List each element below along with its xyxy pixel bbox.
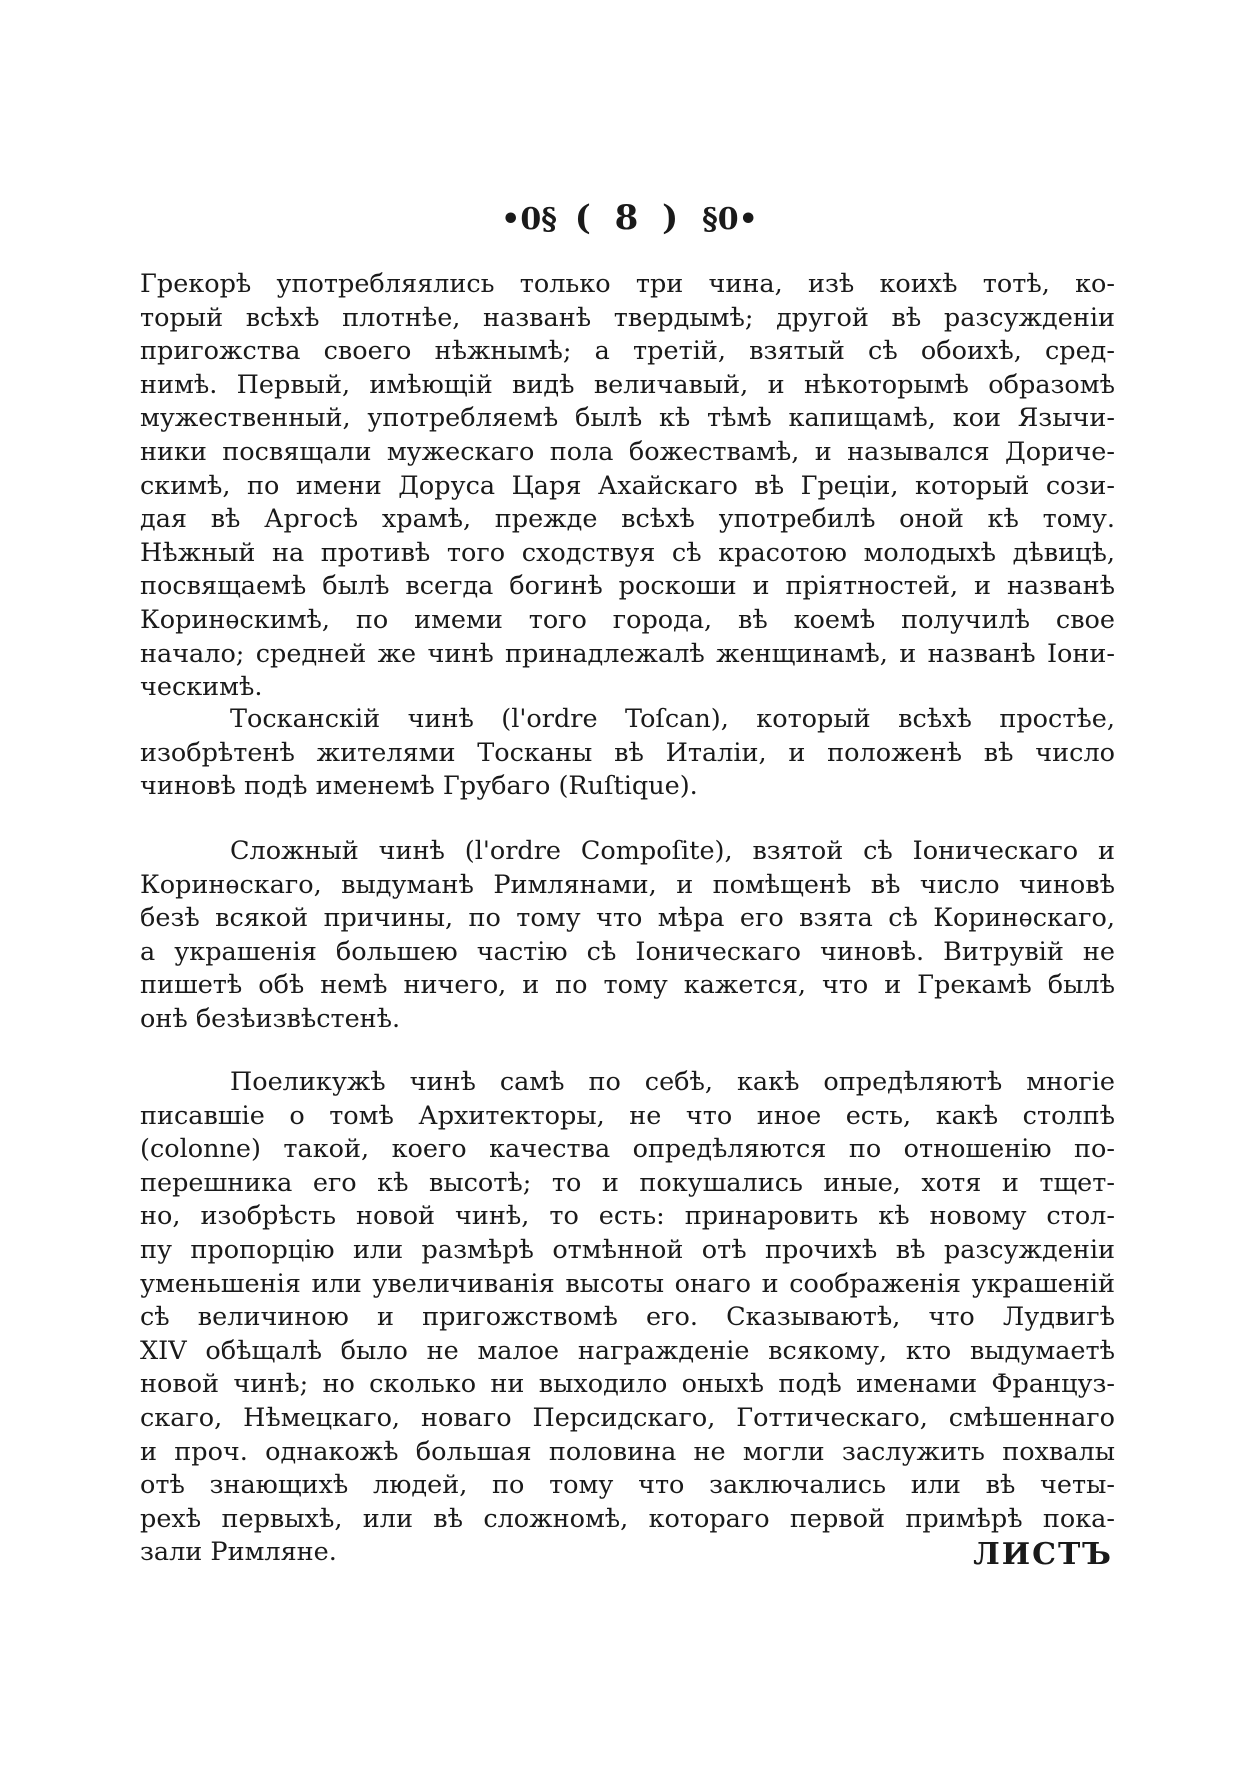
text-line: Тосканскій чинѣ (l'ordre Toſcan), который всѣхѣ простѣе, (230, 704, 1115, 734)
text-line: пишетѣ обѣ немѣ ничего, и по тому кажется, что и Грекамѣ былѣ (140, 970, 1115, 1001)
text-line: (colonne) такой, коего качества опредѣляются по отношенію по- (140, 1134, 1115, 1165)
ornament-right: §0• (702, 202, 758, 237)
text-line: чиновѣ подѣ именемѣ Грубаго (Ruſtique). (140, 771, 698, 802)
text-line: зали Римляне. (140, 1537, 337, 1568)
text-line: и проч. однакожѣ большая половина не могли заслужить похвалы (140, 1436, 1115, 1467)
text-line: Поеликужѣ чинѣ самѣ по себѣ, какѣ опредѣляютѣ многіе (230, 1067, 1115, 1097)
text-line: начало; средней же чинѣ принадлежалѣ женщинамѣ, и названѣ Іони- (140, 638, 1115, 669)
text-line: онѣ безѣизвѣстенѣ. (140, 1003, 401, 1034)
text-line: рехѣ первыхѣ, или вѣ сложномѣ, котораго первой примѣрѣ пока- (140, 1503, 1115, 1534)
text-line: дая вѣ Аргосѣ храмѣ, прежде всѣхѣ употребилѣ оной кѣ тому. (140, 504, 1115, 535)
text-line: но, изобрѣсть новой чинѣ, то есть: принаровить кѣ новому стол- (140, 1201, 1115, 1232)
page-header (0, 198, 1259, 238)
text-line: изобрѣтенѣ жителями Тосканы вѣ Италіи, и положенѣ вѣ число (140, 737, 1115, 768)
text-line: пригожства своего нѣжнымѣ; а третій, взятый сѣ обоихѣ, сред- (140, 336, 1115, 367)
text-line: писавшіе о томѣ Архитекторы, не что иное есть, какѣ столпѣ (140, 1100, 1115, 1131)
paragraph-tuscan-order (140, 703, 1115, 804)
text-line: пу пропорцію или размѣрѣ отмѣнной отѣ прочихѣ вѣ разсужденіи (140, 1234, 1115, 1265)
text-line: перешника его кѣ высотѣ; то и покушались иные, хотя и тщет- (140, 1167, 1115, 1198)
text-line: ческимѣ. (140, 672, 263, 703)
text-line: сѣ величиною и пригожствомѣ его. Сказываютѣ, что Лудвигѣ (140, 1302, 1115, 1333)
text-line: скимѣ, по имени Доруса Царя Ахайскаго вѣ Греціи, который сози- (140, 470, 1115, 501)
text-line: Коринѳскимѣ, по имеми того города, вѣ коемѣ получилѣ свое (140, 604, 1115, 635)
text-line: Нѣжный на противѣ того сходствуя сѣ красотою молодыхѣ дѣвицѣ, (140, 537, 1115, 568)
text-line: XIV обѣщалѣ было не малое награжденіе всякому, кто выдумаетѣ (140, 1335, 1115, 1366)
text-line: скаго, Нѣмецкаго, новаго Персидскаго, Готтическаго, смѣшеннаго (140, 1402, 1115, 1433)
text-line: мужественный, употребляемѣ былѣ кѣ тѣмѣ капищамѣ, кои Язычи- (140, 403, 1115, 434)
text-line: безѣ всякой причины, по тому что мѣра его взята сѣ Коринѳскаго, (140, 903, 1115, 934)
text-line: ники посвящали мужескаго пола божествамѣ, и назывался Дориче- (140, 436, 1115, 467)
text-line: Грекорѣ употребляялись только три чина, изѣ коихѣ тотѣ, ко- (140, 269, 1115, 299)
catchword: ЛИСТЪ (973, 1537, 1113, 1572)
text-line: новой чинѣ; но сколько ни выходило оныхѣ подѣ именами Француз- (140, 1369, 1115, 1400)
ornament-left: •0§ (501, 202, 557, 237)
text-line: посвящаемѣ былѣ всегда богинѣ роскоши и пріятностей, и названѣ (140, 571, 1115, 602)
text-line: уменьшенія или увеличиванія высоты онаго и соображенія украшеній (140, 1268, 1115, 1299)
page-number: ( 8 ) (574, 198, 685, 238)
text-line: а украшенія большею частію сѣ Іоническаго чиновѣ. Витрувій не (140, 936, 1115, 967)
text-line: Коринѳскаго, выдуманѣ Римлянами, и помѣщенѣ вѣ число чиновѣ (140, 869, 1115, 900)
paragraph-new-orders (140, 1066, 1115, 1570)
text-line: Сложный чинѣ (l'ordre Compoſite), взятой сѣ Іоническаго и (230, 836, 1115, 866)
paragraph-greek-orders (140, 268, 1115, 705)
paragraph-composite-order (140, 835, 1115, 1037)
text-line: торый всѣхѣ плотнѣе, названѣ твердымѣ; другой вѣ разсужденіи (140, 302, 1115, 333)
text-line: отѣ знающихѣ людей, по тому что заключались или вѣ четы- (140, 1470, 1115, 1501)
text-line: нимѣ. Первый, имѣющій видѣ величавый, и нѣкоторымѣ образомѣ (140, 369, 1115, 400)
